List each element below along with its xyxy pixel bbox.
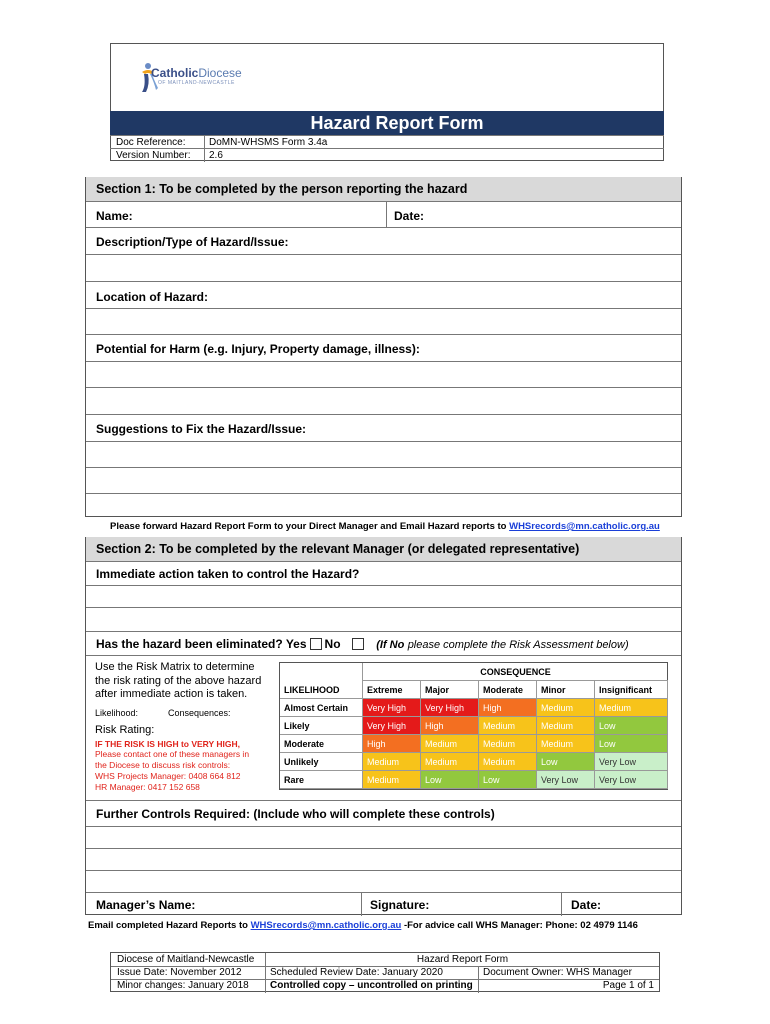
version-label: Version Number: <box>116 150 191 161</box>
email-note-suffix: -For advice call WHS Manager: Phone: 02 4979 1146 <box>403 920 638 931</box>
section-2-title: Section 2: To be completed by the relevant Manager (or delegated representative) <box>96 542 580 556</box>
risk-rating-cell: Medium <box>479 753 537 771</box>
risk-rating-cell: Very High <box>421 699 479 717</box>
name-label: Name: <box>96 209 133 223</box>
likelihood-row-label: Likely <box>280 717 363 735</box>
manager-signoff-row <box>86 892 681 915</box>
risk-rating-cell: Medium <box>537 699 595 717</box>
risk-rating-cell: Low <box>421 771 479 789</box>
risk-rating-cell: High <box>421 717 479 735</box>
likelihood-row-label: Unlikely <box>280 753 363 771</box>
yes-checkbox[interactable] <box>310 638 322 650</box>
risk-rating-cell: Medium <box>421 735 479 753</box>
suggestions-field-3[interactable] <box>86 493 681 517</box>
date-label: Date: <box>394 209 425 223</box>
consequence-column-header: Extreme <box>363 681 421 699</box>
column-divider <box>361 893 362 916</box>
risk-rating-cell: Medium <box>479 735 537 753</box>
risk-rating-cell: Very Low <box>595 753 668 771</box>
risk-instruction-line: Use the Risk Matrix to determine <box>95 661 255 673</box>
risk-rating-cell: Low <box>537 753 595 771</box>
risk-rating-cell: Very High <box>363 699 421 717</box>
column-divider <box>386 202 387 227</box>
further-controls-field-1[interactable] <box>86 826 681 848</box>
harm-label: Potential for Harm (e.g. Injury, Property damage, illness): <box>96 342 420 356</box>
suggestions-field-2[interactable] <box>86 467 681 493</box>
version-value: 2.6 <box>204 149 223 162</box>
consequences-label: Consequences: <box>168 708 231 718</box>
yes-label: Yes <box>285 637 307 651</box>
contact-line: HR Manager: 0417 152 658 <box>95 782 200 792</box>
risk-rating-cell: Medium <box>537 735 595 753</box>
eliminated-label: Has the hazard been eliminated? <box>96 637 283 651</box>
column-divider <box>561 893 562 916</box>
column-divider <box>478 966 479 993</box>
risk-rating-cell: Very Low <box>537 771 595 789</box>
suggestions-label-row <box>86 414 681 441</box>
likelihood-row-label: Almost Certain <box>280 699 363 717</box>
further-controls-label-row <box>86 800 681 826</box>
contact-line: WHS Projects Manager: 0408 664 812 <box>95 771 241 781</box>
risk-rating-cell: Low <box>595 735 668 753</box>
footer-issue-date: Issue Date: November 2012 <box>117 967 242 978</box>
harm-field-1[interactable] <box>86 361 681 387</box>
logo-subtitle: OF MAITLAND-NEWCASTLE <box>158 80 235 86</box>
contact-line: Please contact one of these managers in <box>95 749 250 759</box>
if-no-label: (If No <box>376 639 405 651</box>
consequence-header: CONSEQUENCE <box>363 663 668 681</box>
footer-page: Page 1 of 1 <box>602 980 654 991</box>
risk-matrix <box>279 662 668 790</box>
name-date-row <box>86 201 681 227</box>
footer-org: Diocese of Maitland-Newcastle <box>117 954 255 965</box>
immediate-action-label: Immediate action taken to control the Hazard? <box>96 567 360 581</box>
risk-rating-cell: Low <box>479 771 537 789</box>
description-field[interactable] <box>86 254 681 281</box>
risk-instruction-line: the risk rating of the above hazard <box>95 674 262 687</box>
location-field[interactable] <box>86 308 681 334</box>
likelihood-label: Likelihood: <box>95 708 139 718</box>
doc-reference-row <box>110 135 664 148</box>
risk-instructions <box>95 661 261 702</box>
further-controls-field-3[interactable] <box>86 870 681 892</box>
risk-rating-cell: Very High <box>363 717 421 735</box>
high-risk-warning: IF THE RISK IS HIGH to VERY HIGH, <box>95 739 240 749</box>
section-1-table <box>85 177 682 517</box>
risk-rating-cell: High <box>363 735 421 753</box>
doc-ref-label: Doc Reference: <box>116 137 186 148</box>
risk-rating-label: Risk Rating: <box>95 724 155 736</box>
section-1-header <box>86 177 681 201</box>
consequence-column-header: Insignificant <box>595 681 668 699</box>
footer-minor-changes: Minor changes: January 2018 <box>117 980 249 991</box>
manager-name-label: Manager’s Name: <box>96 898 196 912</box>
further-controls-label: Further Controls Required: (Include who will complete these controls) <box>96 807 495 821</box>
footer-controlled-copy: Controlled copy – uncontrolled on printing <box>270 980 473 991</box>
immediate-label-row <box>86 561 681 585</box>
consequence-column-header: Minor <box>537 681 595 699</box>
risk-rating-cell: Medium <box>595 699 668 717</box>
risk-rating-cell: Medium <box>421 753 479 771</box>
email-link[interactable]: WHSrecords@mn.catholic.org.au <box>250 920 402 931</box>
forward-note-text: Please forward Hazard Report Form to your Direct Manager and Email Hazard reports to <box>110 521 507 532</box>
consequence-column-header: Major <box>421 681 479 699</box>
form-title: Hazard Report Form <box>110 111 664 135</box>
consequence-column-header: Moderate <box>479 681 537 699</box>
likelihood-header: LIKELIHOOD <box>280 681 363 699</box>
risk-rating-cell: Medium <box>537 717 595 735</box>
doc-ref-value: DoMN-WHSMS Form 3.4a <box>204 136 327 149</box>
risk-rating-cell: Medium <box>479 717 537 735</box>
location-label: Location of Hazard: <box>96 290 209 304</box>
no-checkbox[interactable] <box>352 638 364 650</box>
risk-rating-cell: High <box>479 699 537 717</box>
signature-label: Signature: <box>370 898 430 912</box>
location-label-row <box>86 281 681 308</box>
footer-form: Hazard Report Form <box>416 954 509 965</box>
forward-email-link[interactable]: WHSrecords@mn.catholic.org.au <box>509 521 660 532</box>
description-label-row <box>86 227 681 254</box>
manager-date-label: Date: <box>571 898 602 912</box>
risk-rating-cell: Medium <box>363 753 421 771</box>
section-1-title: Section 1: To be completed by the person reporting the hazard <box>96 182 468 196</box>
risk-rating-cell: Very Low <box>595 771 668 789</box>
description-label: Description/Type of Hazard/Issue: <box>96 235 289 249</box>
logo-wordmark: CatholicDiocese <box>151 66 242 80</box>
version-row <box>110 148 664 161</box>
likelihood-row-label: Moderate <box>280 735 363 753</box>
further-controls-field-2[interactable] <box>86 848 681 870</box>
email-note-prefix: Email completed Hazard Reports to <box>88 920 248 931</box>
no-label: No <box>324 637 341 651</box>
likelihood-row-label: Rare <box>280 771 363 789</box>
contact-managers <box>95 749 249 793</box>
harm-label-row <box>86 334 681 361</box>
immediate-field-1[interactable] <box>86 585 681 607</box>
eliminated-row <box>86 631 681 655</box>
immediate-field-2[interactable] <box>86 607 681 631</box>
footer-review-date: Scheduled Review Date: January 2020 <box>270 967 443 978</box>
email-note <box>88 920 638 931</box>
footer-table <box>110 952 660 992</box>
risk-instruction-line: after immediate action is taken. <box>95 688 248 700</box>
suggestions-field-1[interactable] <box>86 441 681 467</box>
if-no-instruction: please complete the Risk Assessment below) <box>407 639 629 651</box>
section-2-header <box>86 537 681 561</box>
footer-owner: Document Owner: WHS Manager <box>483 967 632 978</box>
name-field[interactable] <box>146 204 381 225</box>
harm-field-2[interactable] <box>86 387 681 414</box>
suggestions-label: Suggestions to Fix the Hazard/Issue: <box>96 422 307 436</box>
forward-note <box>110 521 660 532</box>
risk-rating-cell: Low <box>595 717 668 735</box>
contact-line: the Diocese to discuss risk controls: <box>95 760 231 770</box>
date-field[interactable] <box>431 204 676 225</box>
eliminated-question <box>96 637 629 651</box>
risk-rating-cell: Medium <box>363 771 421 789</box>
